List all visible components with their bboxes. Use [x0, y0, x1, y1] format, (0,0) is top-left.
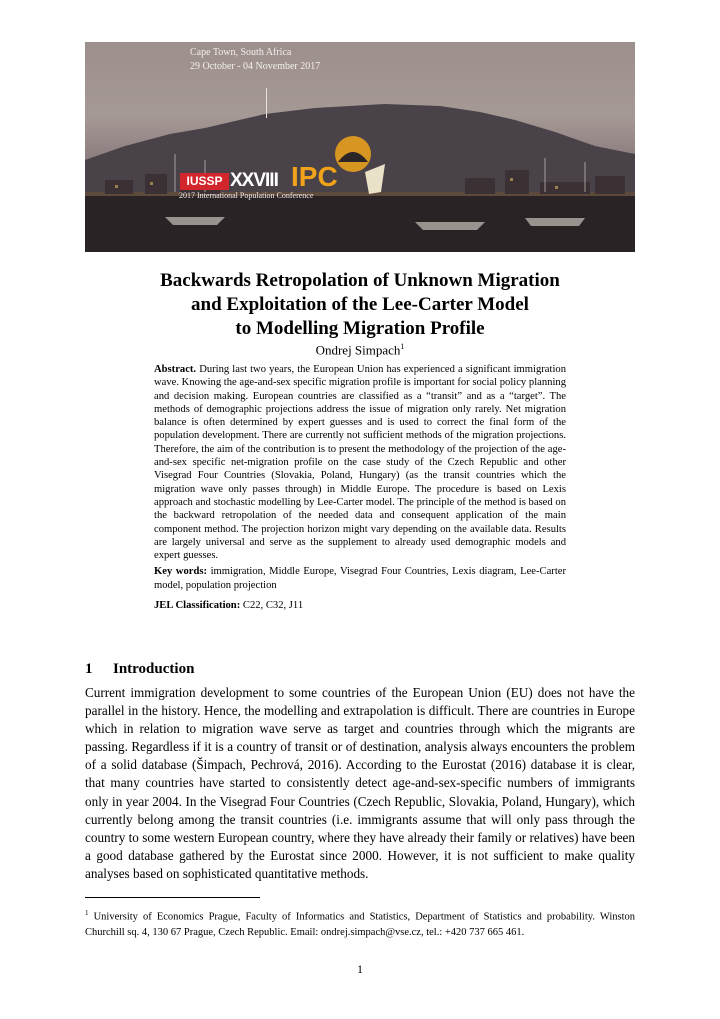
section-heading [85, 661, 194, 678]
footnote-text: University of Economics Prague, Faculty of Informatics and Statistics, Department of Statistics and probability. Winston Churchill sq. 4, 130 67 Prague, Czech Republic. Email: ondrej.simpach@vse.cz, tel.: +420 737 665 461. [85, 911, 636, 938]
paper-title-line-3: to Modelling Migration Profile [235, 318, 485, 339]
table-mountain-photo [85, 42, 635, 252]
author-line [0, 342, 720, 358]
keywords-paragraph [154, 565, 566, 592]
session-number-logo: XXVIII [230, 170, 278, 191]
page-number: 1 [357, 962, 363, 976]
section-number: 1 [85, 661, 93, 677]
abstract-paragraph [154, 363, 566, 562]
footnote-mark: 1 [85, 909, 89, 917]
introduction-paragraph: Current immigration development to some countries of the European Union (EU) does not have the parallel in the history. Hence, the modelling and extrapolation is difficult. There are countries in Europe which in relation to migration wave serve as target and countries through which the migrants are passing. Regardless if it is a country of transit or of destination, analysis always encounters the problem of a solid database (Šimpach, Pechrová, 2016). According to the Eurostat (2016) database it is clear, that many countries have started to consistently detect age-and-sex-specific numbers of immigrants only in year 2004. In the Visegrad Four Countries (Czech Republic, Slovakia, Poland, Hungary), which currently belong among the transit countries (i.e. immigrants assume that will only pass through the country to some western European country, where they have already their family or relatives) have been a good database gathered by the Eurostat since 2000. However, it is not sufficient to make quality analyses based on sophisticated quantitative methods. [85, 685, 635, 881]
keywords-text: immigration, Middle Europe, Visegrad Four Countries, Lexis diagram, Lee-Carter model, population projection [154, 566, 566, 591]
abstract [154, 363, 566, 612]
keywords-label: Key words: [154, 566, 207, 578]
author-name: Ondrej Simpach [315, 342, 401, 358]
jel-paragraph [154, 599, 566, 612]
footnote-rule [85, 897, 260, 898]
paper-title-line-2: and Exploitation of the Lee-Carter Model [191, 294, 529, 315]
author-footnote-mark: 1 [400, 342, 405, 351]
conference-name: 2017 International Population Conference [179, 191, 314, 200]
footnote [85, 906, 635, 941]
conference-banner [85, 42, 635, 252]
abstract-label: Abstract. [154, 364, 197, 375]
banner-city: Cape Town, South Africa [190, 47, 292, 58]
abstract-text: During last two years, the European Union has experienced a significant immigration wave. Knowing the age-and-sex specific migration profile is important for social policy planning and decision making. European countries are classified as a “transit” and as a “target”. The methods of demographic projections address the issue of migration only rarely. Net migration balance is often determined by expert guesses and is used to correct the final form of the population development. There are currently not sufficient methods of the migration projections. Therefore, the aim of the contribution is to present the methodology of the projection of the age-and-sex specific net-migration profile on the case study of the Czech Republic and other Visegrad Four Countries (Slovakia, Poland, Hungary) (as the transit countries which the migration wave only passes through) in Middle Europe. The procedure is based on Lexis approach and stochastic modelling by Lee-Carter model. The principle of the method is based on the backward retropolation of the needed data and consequent application of the main component method. The projection horizon might vary depending on the available data. Results are largely universal and serve as the supplement to already used demographic models and expert guesses. [154, 364, 566, 562]
banner-divider [266, 88, 267, 118]
banner-dates: 29 October - 04 November 2017 [190, 61, 321, 72]
jel-label: JEL Classification: [154, 600, 241, 612]
iussp-logo: IUSSP [180, 173, 229, 190]
jel-text: C22, C32, J11 [242, 600, 304, 612]
section-title: Introduction [113, 661, 195, 677]
paper-title-line-1: Backwards Retropolation of Unknown Migration [160, 270, 560, 291]
ipc-logo: IPC [291, 161, 338, 192]
